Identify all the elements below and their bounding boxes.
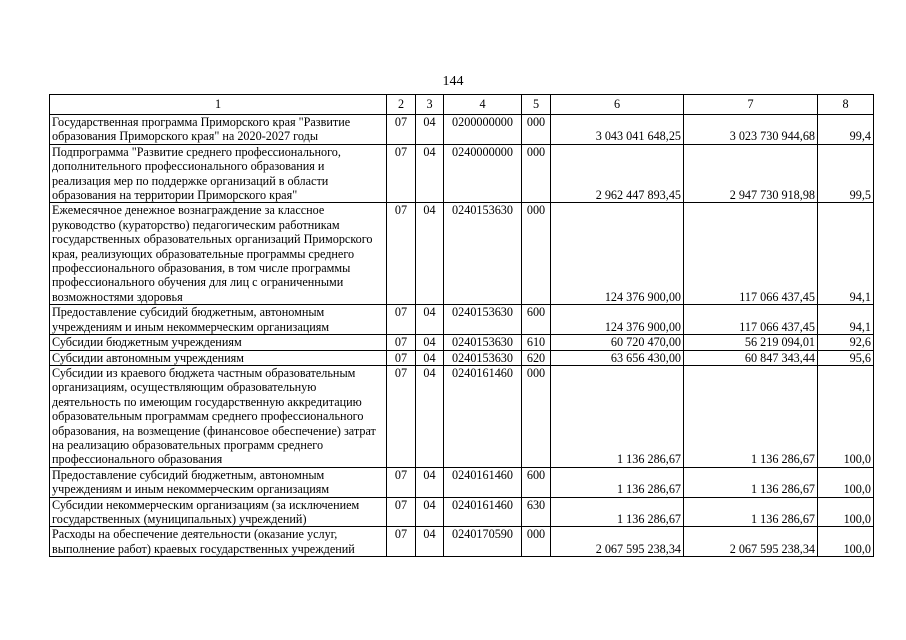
subsection-code-cell: 04 [416,144,444,203]
expense-type-cell: 000 [522,527,551,557]
table-row [50,203,874,305]
expense-type-cell: 000 [522,144,551,203]
plan-amount-cell: 3 043 041 648,25 [551,115,684,145]
column-header: 7 [684,95,818,115]
column-header: 2 [387,95,416,115]
section-code-cell: 07 [387,305,416,335]
section-code-cell: 07 [387,497,416,527]
section-code-cell: 07 [387,115,416,145]
table-row [50,365,874,467]
actual-amount-cell: 2 067 595 238,34 [684,527,818,557]
execution-percent-cell: 94,1 [818,305,874,335]
subsection-code-cell: 04 [416,350,444,365]
column-header: 4 [444,95,522,115]
target-article-cell: 0240161460 [444,467,522,497]
plan-amount-cell: 124 376 900,00 [551,203,684,305]
execution-percent-cell: 99,5 [818,144,874,203]
target-article-cell: 0240153630 [444,350,522,365]
actual-amount-cell: 1 136 286,67 [684,365,818,467]
actual-amount-cell: 1 136 286,67 [684,497,818,527]
section-code-cell: 07 [387,335,416,350]
subsection-code-cell: 04 [416,203,444,305]
table-row [50,335,874,350]
plan-amount-cell: 63 656 430,00 [551,350,684,365]
row-name-cell: Субсидии из краевого бюджета частным образовательным организациям, осуществляющим образовательную деятельность по имеющим государственную аккредитацию образовательным программам среднего профессионального образования, на возмещение (финансовое обеспечение) затрат на реализацию образовательных программ среднего профессионального образования [50,365,387,467]
row-name-cell: Субсидии бюджетным учреждениям [50,335,387,350]
plan-amount-cell: 60 720 470,00 [551,335,684,350]
row-name-cell: Расходы на обеспечение деятельности (оказание услуг, выполнение работ) краевых государственных учреждений [50,527,387,557]
actual-amount-cell: 56 219 094,01 [684,335,818,350]
plan-amount-cell: 2 962 447 893,45 [551,144,684,203]
section-code-cell: 07 [387,527,416,557]
actual-amount-cell: 60 847 343,44 [684,350,818,365]
expense-type-cell: 000 [522,203,551,305]
target-article-cell: 0240153630 [444,305,522,335]
target-article-cell: 0240000000 [444,144,522,203]
row-name-cell: Подпрограмма "Развитие среднего профессионального, дополнительного профессионального образования и реализация мер по поддержке организаций в области образования на территории Приморского края" [50,144,387,203]
expense-type-cell: 610 [522,335,551,350]
target-article-cell: 0200000000 [444,115,522,145]
subsection-code-cell: 04 [416,365,444,467]
row-name-cell: Предоставление субсидий бюджетным, автономным учреждениям и иным некоммерческим организациям [50,467,387,497]
actual-amount-cell: 117 066 437,45 [684,305,818,335]
subsection-code-cell: 04 [416,335,444,350]
target-article-cell: 0240161460 [444,365,522,467]
expense-type-cell: 600 [522,467,551,497]
actual-amount-cell: 3 023 730 944,68 [684,115,818,145]
target-article-cell: 0240170590 [444,527,522,557]
table-row [50,115,874,145]
header-row [50,95,874,115]
actual-amount-cell: 2 947 730 918,98 [684,144,818,203]
column-header: 1 [50,95,387,115]
section-code-cell: 07 [387,203,416,305]
section-code-cell: 07 [387,365,416,467]
target-article-cell: 0240161460 [444,497,522,527]
table-row [50,144,874,203]
plan-amount-cell: 1 136 286,67 [551,365,684,467]
plan-amount-cell: 2 067 595 238,34 [551,527,684,557]
section-code-cell: 07 [387,350,416,365]
execution-percent-cell: 95,6 [818,350,874,365]
table-row [50,467,874,497]
subsection-code-cell: 04 [416,527,444,557]
expense-type-cell: 000 [522,115,551,145]
section-code-cell: 07 [387,467,416,497]
budget-table [49,94,874,557]
execution-percent-cell: 94,1 [818,203,874,305]
row-name-cell: Государственная программа Приморского края "Развитие образования Приморского края" на 2020-2027 годы [50,115,387,145]
actual-amount-cell: 117 066 437,45 [684,203,818,305]
execution-percent-cell: 100,0 [818,467,874,497]
table-row [50,350,874,365]
table-row [50,305,874,335]
column-header: 8 [818,95,874,115]
actual-amount-cell: 1 136 286,67 [684,467,818,497]
row-name-cell: Предоставление субсидий бюджетным, автономным учреждениям и иным некоммерческим организациям [50,305,387,335]
subsection-code-cell: 04 [416,115,444,145]
section-code-cell: 07 [387,144,416,203]
plan-amount-cell: 1 136 286,67 [551,467,684,497]
table-body [50,115,874,557]
expense-type-cell: 000 [522,365,551,467]
execution-percent-cell: 100,0 [818,527,874,557]
expense-type-cell: 630 [522,497,551,527]
column-header: 5 [522,95,551,115]
row-name-cell: Ежемесячное денежное вознаграждение за классное руководство (кураторство) педагогическим работникам государственных образовательных организаций Приморского края, реализующих образовательные программы среднего профессионального образования, в том числе программы профессионального обучения для лиц с ограниченными возможностями здоровья [50,203,387,305]
execution-percent-cell: 100,0 [818,365,874,467]
target-article-cell: 0240153630 [444,335,522,350]
column-header: 3 [416,95,444,115]
execution-percent-cell: 99,4 [818,115,874,145]
execution-percent-cell: 100,0 [818,497,874,527]
table-row [50,497,874,527]
target-article-cell: 0240153630 [444,203,522,305]
expense-type-cell: 600 [522,305,551,335]
subsection-code-cell: 04 [416,467,444,497]
subsection-code-cell: 04 [416,305,444,335]
expense-type-cell: 620 [522,350,551,365]
row-name-cell: Субсидии автономным учреждениям [50,350,387,365]
column-header: 6 [551,95,684,115]
table-row [50,527,874,557]
row-name-cell: Субсидии некоммерческим организациям (за исключением государственных (муниципальных) учреждений) [50,497,387,527]
subsection-code-cell: 04 [416,497,444,527]
plan-amount-cell: 1 136 286,67 [551,497,684,527]
page-number: 144 [442,74,464,89]
execution-percent-cell: 92,6 [818,335,874,350]
plan-amount-cell: 124 376 900,00 [551,305,684,335]
